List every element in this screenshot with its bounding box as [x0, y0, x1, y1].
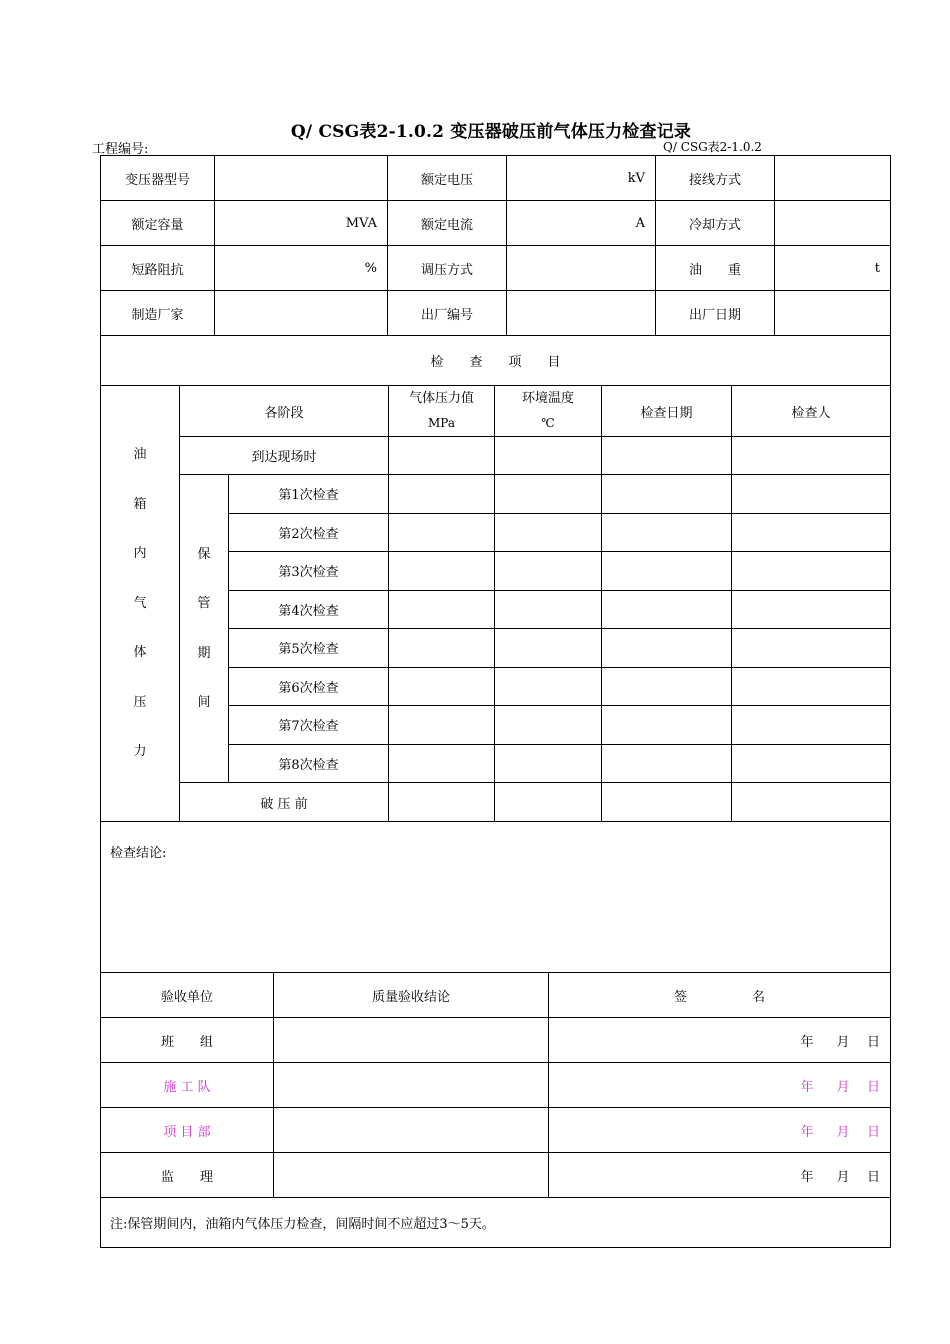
date-cell[interactable] [602, 744, 732, 783]
person-cell[interactable] [732, 667, 891, 706]
before-label: 破 压 前 [180, 783, 389, 822]
check-label: 第4次检查 [229, 590, 389, 629]
serial-label: 出厂编号 [388, 291, 507, 336]
group-label [101, 386, 180, 822]
sign-cell[interactable]: 年 月 日 [549, 1153, 891, 1198]
temp-cell[interactable] [495, 706, 602, 745]
date-cell[interactable] [602, 629, 732, 668]
pressure-cell[interactable] [389, 783, 495, 822]
project-no-label: 工程编号: [92, 142, 149, 157]
pressure-cell[interactable] [389, 667, 495, 706]
maker-label: 制造厂家 [101, 291, 215, 336]
date-cell[interactable] [602, 513, 732, 552]
rated-current-label: 额定电流 [388, 201, 507, 246]
info-row [101, 291, 891, 336]
sign-cell[interactable]: 年 月 日 [549, 1063, 891, 1108]
table-row [101, 475, 891, 514]
rated-voltage-label: 额定电压 [388, 156, 507, 201]
date-cell[interactable] [602, 706, 732, 745]
info-row [101, 201, 891, 246]
oil-weight-value[interactable]: t [775, 246, 891, 291]
note-row [101, 1198, 891, 1248]
temp-cell[interactable] [495, 513, 602, 552]
capacity-label: 额定容量 [101, 201, 215, 246]
date-label: 出厂日期 [656, 291, 775, 336]
pressure-cell[interactable] [389, 552, 495, 591]
model-value[interactable] [215, 156, 388, 201]
section-header-row [101, 336, 891, 386]
col-pressure: 气体压力值 MPa [389, 386, 495, 437]
pressure-cell[interactable] [389, 437, 495, 475]
result-cell[interactable] [274, 1018, 549, 1063]
conclusion-row [101, 822, 891, 973]
group-label-text: 油 箱 内 气 体 压 力 [133, 447, 147, 760]
unit-label: 监 理 [101, 1153, 274, 1198]
check-label: 第2次检查 [229, 513, 389, 552]
result-cell[interactable] [274, 1063, 549, 1108]
conclusion-cell[interactable] [101, 822, 891, 973]
rated-voltage-value[interactable]: kV [507, 156, 656, 201]
date-cell[interactable] [602, 667, 732, 706]
storage-label-text: 保 管 期 间 [197, 546, 211, 710]
acceptance-row [101, 1108, 891, 1153]
form-title: Q/ CSG表2-1.0.2 变压器破压前气体压力检查记录 [290, 122, 692, 142]
temp-cell[interactable] [495, 552, 602, 591]
date-cell[interactable] [602, 437, 732, 475]
acceptance-row [101, 1063, 891, 1108]
pressure-cell[interactable] [389, 744, 495, 783]
date-cell[interactable] [602, 552, 732, 591]
acceptance-header-row [101, 973, 891, 1018]
tap-value[interactable] [507, 246, 656, 291]
temp-cell[interactable] [495, 783, 602, 822]
temp-cell[interactable] [495, 667, 602, 706]
date-cell[interactable] [602, 783, 732, 822]
conclusion-label: 检查结论: [110, 846, 167, 861]
pressure-cell[interactable] [389, 590, 495, 629]
col-unit: 验收单位 [101, 973, 274, 1018]
col-date: 检查日期 [602, 386, 732, 437]
date-value[interactable] [775, 291, 891, 336]
oil-weight-label: 油 重 [656, 246, 775, 291]
check-table [100, 385, 891, 822]
pressure-cell[interactable] [389, 513, 495, 552]
col-sign: 签 名 [549, 973, 891, 1018]
model-label: 变压器型号 [101, 156, 215, 201]
person-cell[interactable] [732, 744, 891, 783]
tap-label: 调压方式 [388, 246, 507, 291]
check-label: 第6次检查 [229, 667, 389, 706]
acceptance-row [101, 1153, 891, 1198]
check-label: 第8次检查 [229, 744, 389, 783]
impedance-value[interactable]: % [215, 246, 388, 291]
person-cell[interactable] [732, 783, 891, 822]
person-cell[interactable] [732, 475, 891, 514]
impedance-label: 短路阻抗 [101, 246, 215, 291]
person-cell[interactable] [732, 437, 891, 475]
cooling-value[interactable] [775, 201, 891, 246]
footer-note: 注:保管期间内，油箱内气体压力检查，间隔时间不应超过3～5天。 [101, 1198, 891, 1248]
pressure-cell[interactable] [389, 629, 495, 668]
info-table [100, 155, 891, 386]
col-temp: 环境温度 ℃ [495, 386, 602, 437]
info-row [101, 156, 891, 201]
check-label: 第7次检查 [229, 706, 389, 745]
col-result: 质量验收结论 [274, 973, 549, 1018]
col-person: 检查人 [732, 386, 891, 437]
pressure-cell[interactable] [389, 706, 495, 745]
arrival-label: 到达现场时 [180, 437, 389, 475]
sign-cell[interactable]: 年 月 日 [549, 1108, 891, 1153]
rated-current-value[interactable]: A [507, 201, 656, 246]
result-cell[interactable] [274, 1108, 549, 1153]
temp-cell[interactable] [495, 437, 602, 475]
form-code: Q/ CSG表2-1.0.2 [663, 140, 762, 154]
result-cell[interactable] [274, 1153, 549, 1198]
sign-cell[interactable]: 年 月 日 [549, 1018, 891, 1063]
maker-value[interactable] [215, 291, 388, 336]
person-cell[interactable] [732, 629, 891, 668]
temp-cell[interactable] [495, 475, 602, 514]
section-title: 检 查 项 目 [101, 336, 891, 386]
storage-label [180, 475, 229, 783]
table-row [101, 783, 891, 822]
capacity-value[interactable]: MVA [215, 201, 388, 246]
check-label: 第5次检查 [229, 629, 389, 668]
pressure-cell[interactable] [389, 475, 495, 514]
date-cell[interactable] [602, 475, 732, 514]
temp-cell[interactable] [495, 590, 602, 629]
col-stage: 各阶段 [180, 386, 389, 437]
unit-label: 施 工 队 [101, 1063, 274, 1108]
check-label: 第3次检查 [229, 552, 389, 591]
table-row [101, 437, 891, 475]
person-cell[interactable] [732, 590, 891, 629]
unit-label: 班 组 [101, 1018, 274, 1063]
serial-value[interactable] [507, 291, 656, 336]
acceptance-table [100, 821, 891, 1248]
person-cell[interactable] [732, 552, 891, 591]
wiring-label: 接线方式 [656, 156, 775, 201]
acceptance-row [101, 1018, 891, 1063]
temp-cell[interactable] [495, 744, 602, 783]
person-cell[interactable] [732, 513, 891, 552]
temp-cell[interactable] [495, 629, 602, 668]
person-cell[interactable] [732, 706, 891, 745]
wiring-value[interactable] [775, 156, 891, 201]
info-row [101, 246, 891, 291]
cooling-label: 冷却方式 [656, 201, 775, 246]
check-label: 第1次检查 [229, 475, 389, 514]
check-header-row [101, 386, 891, 437]
unit-label: 项 目 部 [101, 1108, 274, 1153]
date-cell[interactable] [602, 590, 732, 629]
